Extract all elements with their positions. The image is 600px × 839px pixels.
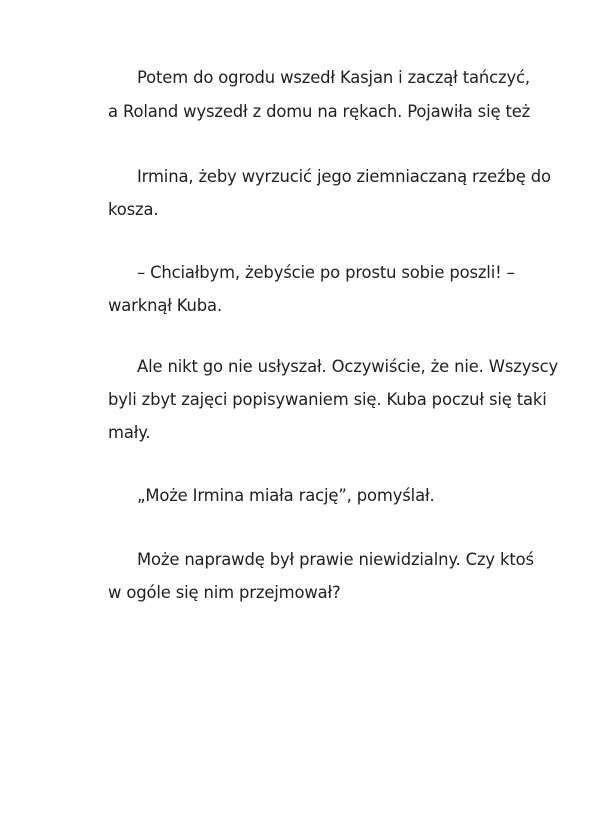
paragraph-1-line-2: a Roland wyszedł z domu na rękach. Pojawiła się też xyxy=(108,102,531,121)
paragraph-6-line-1: Może naprawdę był prawie niewidzialny. Czy ktoś xyxy=(137,550,534,569)
paragraph-2-line-1: Irmina, żeby wyrzucić jego ziemniaczaną rzeźbę do xyxy=(137,167,551,186)
paragraph-4-line-3: mały. xyxy=(108,423,151,442)
paragraph-3-line-1: – Chciałbym, żebyście po prostu sobie poszli! – xyxy=(137,263,515,282)
paragraph-6-line-2: w ogóle się nim przejmował? xyxy=(108,583,341,602)
paragraph-2-line-2: kosza. xyxy=(108,200,159,219)
paragraph-3-line-2: warknął Kuba. xyxy=(108,296,223,315)
paragraph-1-line-1: Potem do ogrodu wszedł Kasjan i zaczął tańczyć, xyxy=(137,68,530,87)
paragraph-4-line-1: Ale nikt go nie usłyszał. Oczywiście, że nie. Wszyscy xyxy=(137,357,559,376)
paragraph-4-line-2: byli zbyt zajęci popisywaniem się. Kuba poczuł się taki xyxy=(108,390,547,409)
paragraph-5-line-1: „Może Irmina miała rację”, pomyślał. xyxy=(137,486,435,505)
